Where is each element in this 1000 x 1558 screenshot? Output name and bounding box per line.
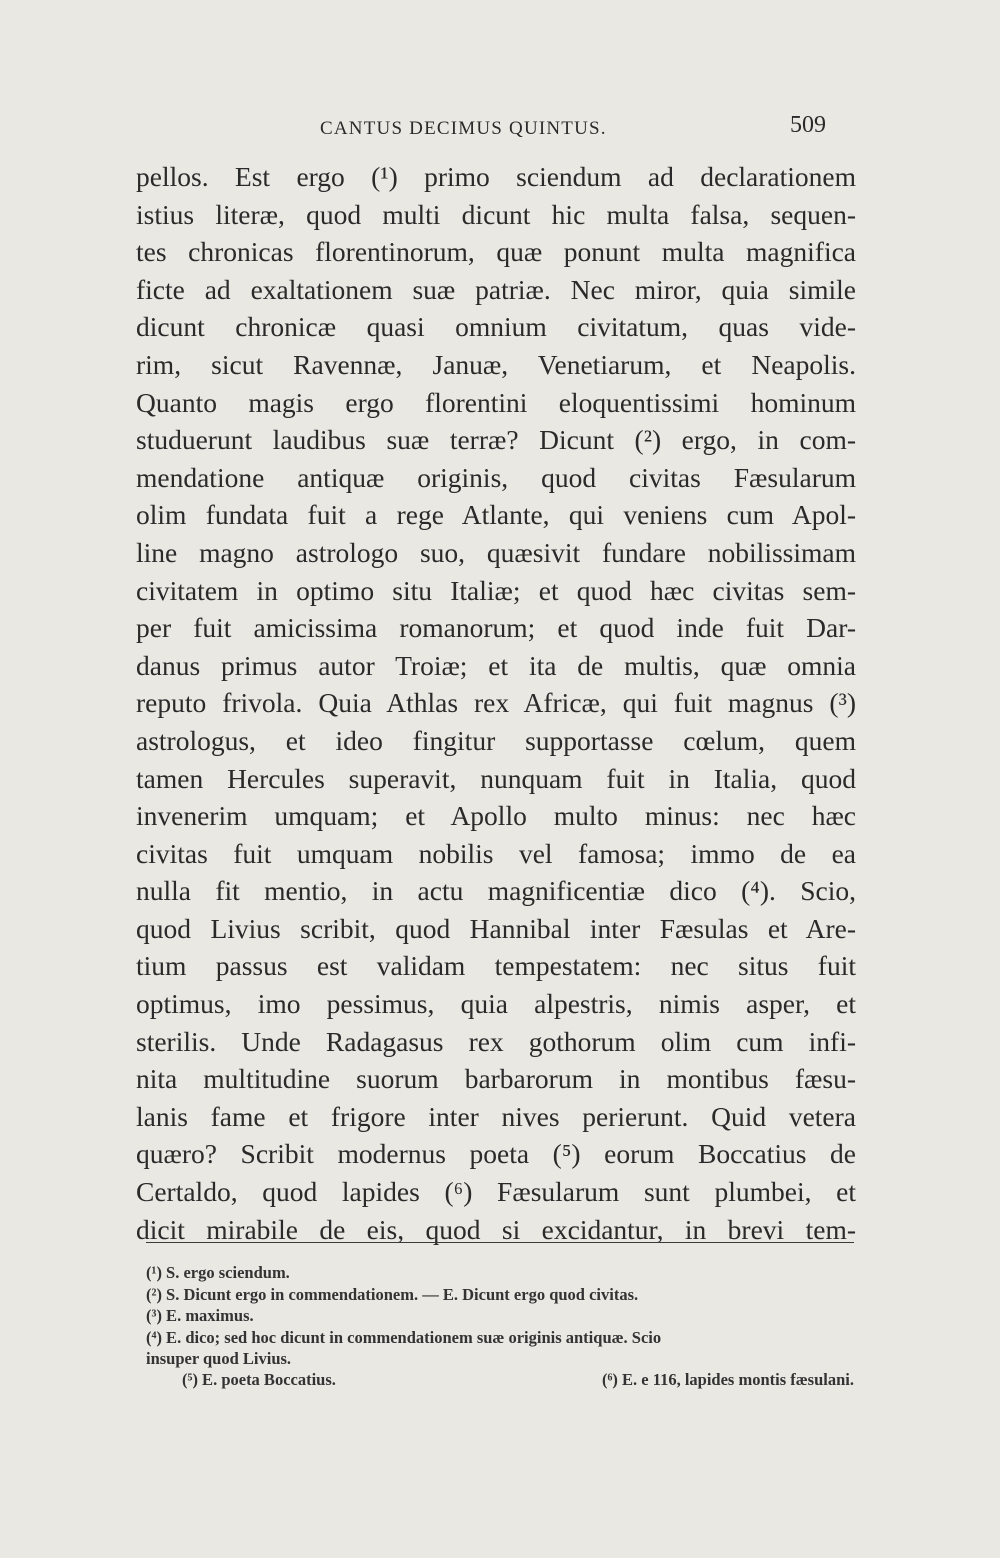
text-line: line magno astrologo suo, quæsivit fundare nobilissimam [136,536,856,568]
text-line: tium passus est validam tempestatem: nec situs fuit [136,950,856,982]
text-line: optimus, imo pessimus, quia alpestris, nimis asper, et [136,988,856,1020]
text-line: olim fundata fuit a rege Atlante, qui veniens cum Apol- [136,499,856,531]
footnote-5: (⁵) E. poeta Boccatius. [182,1369,336,1389]
text-line: mendatione antiquæ originis, quod civitas Fæsularum [136,461,856,493]
running-head: CANTUS DECIMUS QUINTUS. [320,118,607,139]
text-line: per fuit amicissima romanorum; et quod inde fuit Dar- [136,612,856,644]
text-line: rim, sicut Ravennæ, Januæ, Venetiarum, et Neapolis. [136,348,856,380]
text-line: sterilis. Unde Radagasus rex gothorum olim cum infi- [136,1025,856,1057]
text-line: dicit mirabile de eis, quod si excidantur, in brevi tem- [136,1213,856,1245]
text-line: nita multitudine suorum barbarorum in montibus fæsu- [136,1063,856,1095]
footnote-4-continued: insuper quod Livius. [146,1349,292,1368]
text-line: tes chronicas florentinorum, quæ ponunt multa magnifica [136,236,856,268]
text-line: quæro? Scribit modernus poeta (⁵) eorum Boccatius de [136,1138,856,1170]
text-line: astrologus, et ideo fingitur supportasse cœlum, quem [136,724,856,756]
text-line: Certaldo, quod lapides (⁶) Fæsularum sunt plumbei, et [136,1176,856,1208]
text-line: ficte ad exaltationem suæ patriæ. Nec miror, quia simile [136,273,856,305]
footnote-2: (²) S. Dicunt ergo in commendationem. — E. Dicunt ergo quod civitas. [146,1284,639,1304]
text-line: studuerunt laudibus suæ terræ? Dicunt (²) ergo, in com- [136,424,856,456]
footnote-1: (¹) S. ergo sciendum. [146,1263,290,1282]
footnote-4: (⁴) E. dico; sed hoc dicunt in commendationem suæ originis antiquæ. Scio [146,1327,662,1347]
footnote-pair [146,1370,854,1390]
footnote-6: (⁶) E. e 116, lapides montis fæsulani. [601,1369,854,1389]
text-line: danus primus autor Troiæ; et ita de multis, quæ omnia [136,649,856,681]
text-line: tamen Hercules superavit, nunquam fuit in Italia, quod [136,762,856,794]
main-text [136,158,856,1248]
text-line: reputo frivola. Quia Athlas rex Africæ, qui fuit magnus (³) [136,687,856,719]
footnotes [146,1262,854,1390]
footnote-rule [146,1242,854,1243]
text-line: civitas fuit umquam nobilis vel famosa; immo de ea [136,837,856,869]
page-number: 509 [790,112,826,138]
text-line: quod Livius scribit, quod Hannibal inter Fæsulas et Are- [136,912,856,944]
text-line: civitatem in optimo situ Italiæ; et quod hæc civitas sem- [136,574,856,606]
text-line: istius literæ, quod multi dicunt hic multa falsa, sequen- [136,198,856,230]
text-line: invenerim umquam; et Apollo multo minus: nec hæc [136,800,856,832]
text-line: lanis fame et frigore inter nives perierunt. Quid vetera [136,1100,856,1132]
footnote-3: (³) E. maximus. [146,1306,254,1325]
text-line: Quanto magis ergo florentini eloquentissimi hominum [136,386,856,418]
text-line: dicunt chronicæ quasi omnium civitatum, quas vide- [136,311,856,343]
text-line: pellos. Est ergo (¹) primo sciendum ad declarationem [136,161,856,192]
text-line: nulla fit mentio, in actu magnificentiæ dico (⁴). Scio, [136,875,856,907]
